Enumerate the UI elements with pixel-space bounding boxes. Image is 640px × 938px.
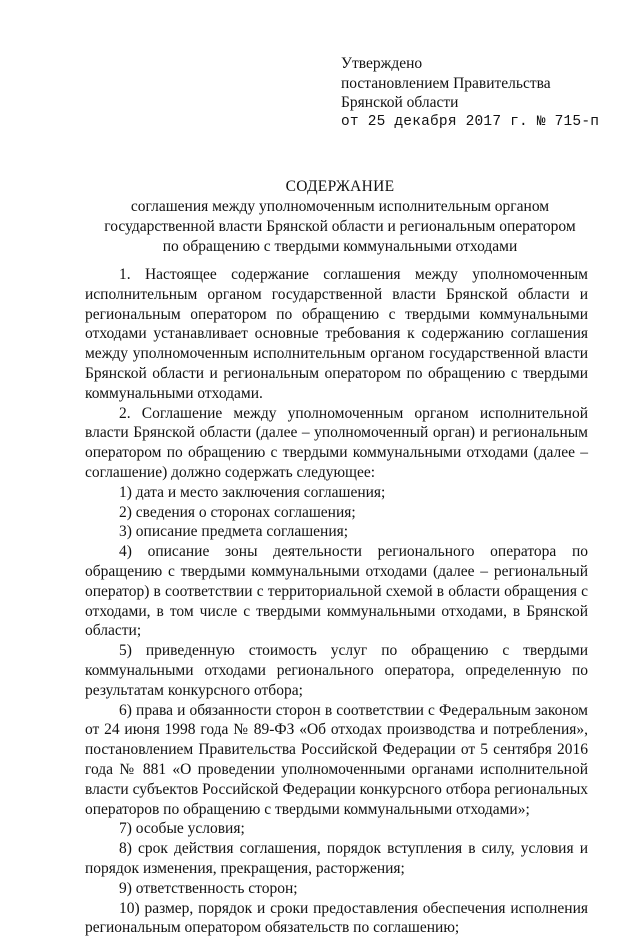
approval-stamp [341, 54, 599, 132]
approval-title: Утверждено [341, 54, 599, 74]
list-item-9: 9) ответственность сторон; [85, 879, 588, 899]
approval-region: Брянской области [341, 93, 599, 113]
title-subtitle-line-3: по обращению с твердыми коммунальными отходами [90, 237, 590, 257]
list-item-7: 7) особые условия; [85, 819, 588, 839]
list-item-10: 10) размер, порядок и сроки предоставления обеспечения исполнения региональным оператором обязательств по соглашению; [85, 899, 588, 938]
title-heading: СОДЕРЖАНИЕ [90, 177, 590, 197]
document-body [85, 265, 588, 938]
approval-authority: постановлением Правительства [341, 74, 599, 94]
paragraph-2: 2. Соглашение между уполномоченным органом исполнительной власти Брянской области (далее – уполномоченный орган) и региональным оператором по обращению с твердыми коммунальными отходами (далее – соглашение) должно содержать следующее: [85, 404, 588, 483]
title-subtitle-line-2: государственной власти Брянской области и региональным оператором [90, 217, 590, 237]
list-item-4: 4) описание зоны деятельности регионального оператора по обращению с твердыми коммунальными отходами (далее – региональный оператор) в соответствии с территориальной схемой в области обращения с отходами, в том числе с твердыми коммунальными отходами, в Брянской области; [85, 542, 588, 641]
list-item-3: 3) описание предмета соглашения; [85, 522, 588, 542]
document-title [90, 177, 590, 257]
list-item-6: 6) права и обязанности сторон в соответствии с Федеральным законом от 24 июня 1998 года № 89-ФЗ «Об отходах производства и потребления», постановлением Правительства Российской Федерации от 5 сентября 2016 года № 881 «О проведении уполномоченными органами исполнительной власти субъектов Российской Федерации конкурсного отбора региональных операторов по обращению с твердыми коммунальными отходами»; [85, 701, 588, 820]
approval-date-number: от 25 декабря 2017 г. № 715-п [341, 113, 599, 133]
paragraph-1: 1. Настоящее содержание соглашения между уполномоченным исполнительным органом государственной власти Брянской области и региональным оператором по обращению с твердыми коммунальными отходами устанавливает основные требования к содержанию соглашения между уполномоченным исполнительным органом государственной власти Брянской области и региональным оператором по обращению с твердыми коммунальными отходами. [85, 265, 588, 404]
title-subtitle-line-1: соглашения между уполномоченным исполнительным органом [90, 197, 590, 217]
list-item-1: 1) дата и место заключения соглашения; [85, 483, 588, 503]
list-item-2: 2) сведения о сторонах соглашения; [85, 503, 588, 523]
list-item-5: 5) приведенную стоимость услуг по обращению с твердыми коммунальными отходами регионального оператора, определенную по результатам конкурсного отбора; [85, 641, 588, 700]
list-item-8: 8) срок действия соглашения, порядок вступления в силу, условия и порядок изменения, прекращения, расторжения; [85, 839, 588, 879]
